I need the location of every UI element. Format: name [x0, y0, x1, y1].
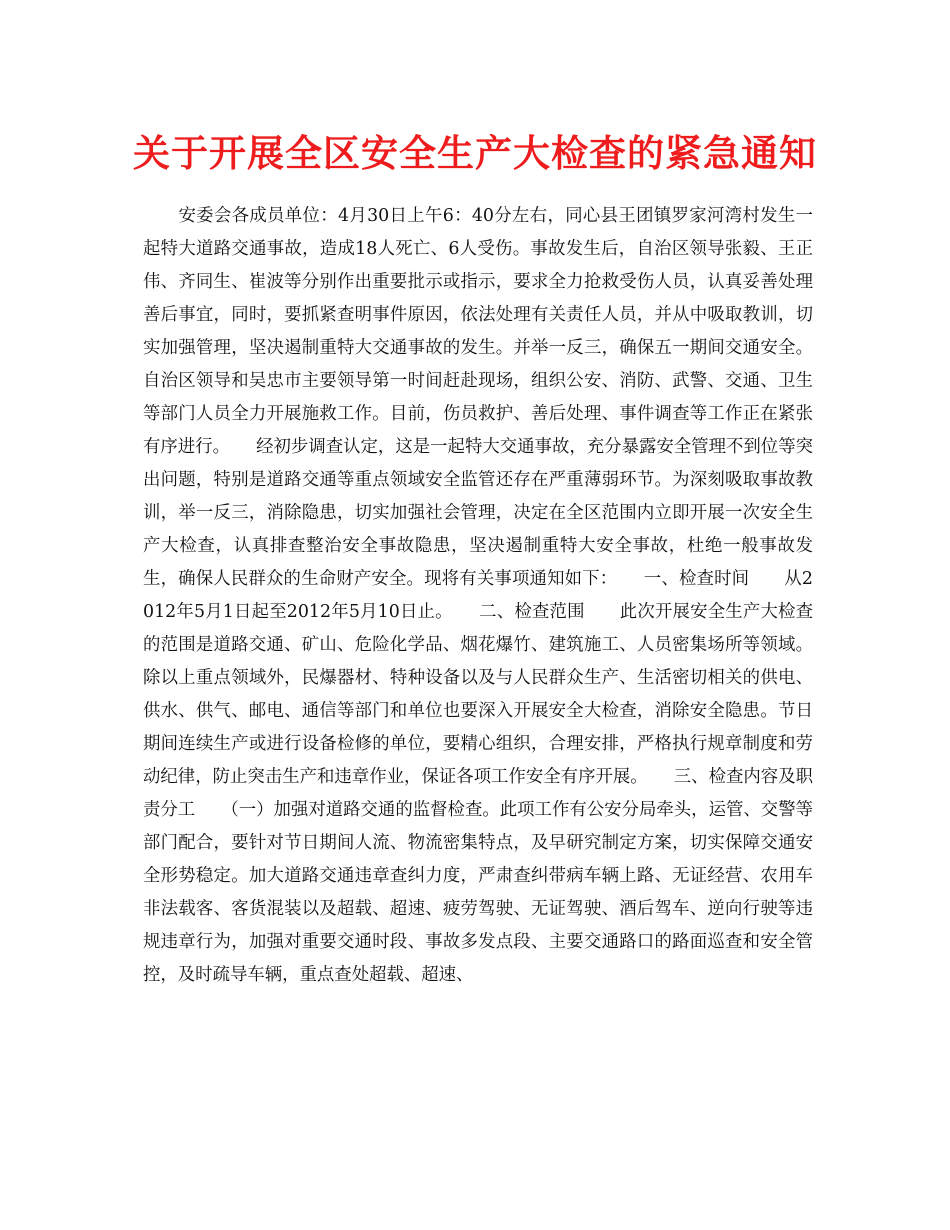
document-title: 关于开展全区安全生产大检查的紧急通知: [133, 131, 817, 175]
document-body: 安委会各成员单位：4月30日上午6：40分左右，同心县王团镇罗家河湾村发生一起特大道路交通事故，造成18人死亡、6人受伤。事故发生后，自治区领导张毅、王正伟、齐同生、崔波等分别作出重要批示或指示，要求全力抢救受伤人员，认真妥善处理善后事宜，同时，要抓紧查明事件原因，依法处理有关责任人员，并从中吸取教训，切实加强管理，坚决遏制重特大交通事故的发生。并举一反三，确保五一期间交通安全。自治区领导和吴忠市主要领导第一时间赶赴现场，组织公安、消防、武警、交通、卫生等部门人员全力开展施救工作。目前，伤员救护、善后处理、事件调查等工作正在紧张有序进行。 经初步调查认定，这是一起特大交通事故，充分暴露安全管理不到位等突出问题，特别是道路交通等重点领域安全监管还存在严重薄弱环节。为深刻吸取事故教训，举一反三，消除隐患，切实加强社会管理，决定在全区范围内立即开展一次安全生产大检查，认真排查整治安全事故隐患，坚决遏制重特大安全事故，杜绝一般事故发生，确保人民群众的生命财产安全。现将有关事项通知如下： 一、检查时间 从2012年5月1日起至2012年5月10日止。 二、检查范围 此次开展安全生产大检查的范围是道路交通、矿山、危险化学品、烟花爆竹、建筑施工、人员密集场所等领域。除以上重点领域外，民爆器材、特种设备以及与人民群众生产、生活密切相关的供电、供水、供气、邮电、通信等部门和单位也要深入开展安全大检查，消除安全隐患。节日期间连续生产或进行设备检修的单位，要精心组织，合理安排，严格执行规章制度和劳动纪律，防止突击生产和违章作业，保证各项工作安全有序开展。 三、检查内容及职责分工 （一）加强对道路交通的监督检查。此项工作有公安分局牵头，运管、交警等部门配合，要针对节日期间人流、物流密集特点，及早研究制定方案，切实保障交通安全形势稳定。加大道路交通违章查纠力度，严肃查纠带病车辆上路、无证经营、农用车非法载客、客货混装以及超载、超速、疲劳驾驶、无证驾驶、酒后驾车、逆向行驶等违规违章行为，加强对重要交通时段、事故多发点段、主要交通路口的路面巡查和安全管控，及时疏导车辆，重点查处超载、超速、: [143, 206, 813, 985]
